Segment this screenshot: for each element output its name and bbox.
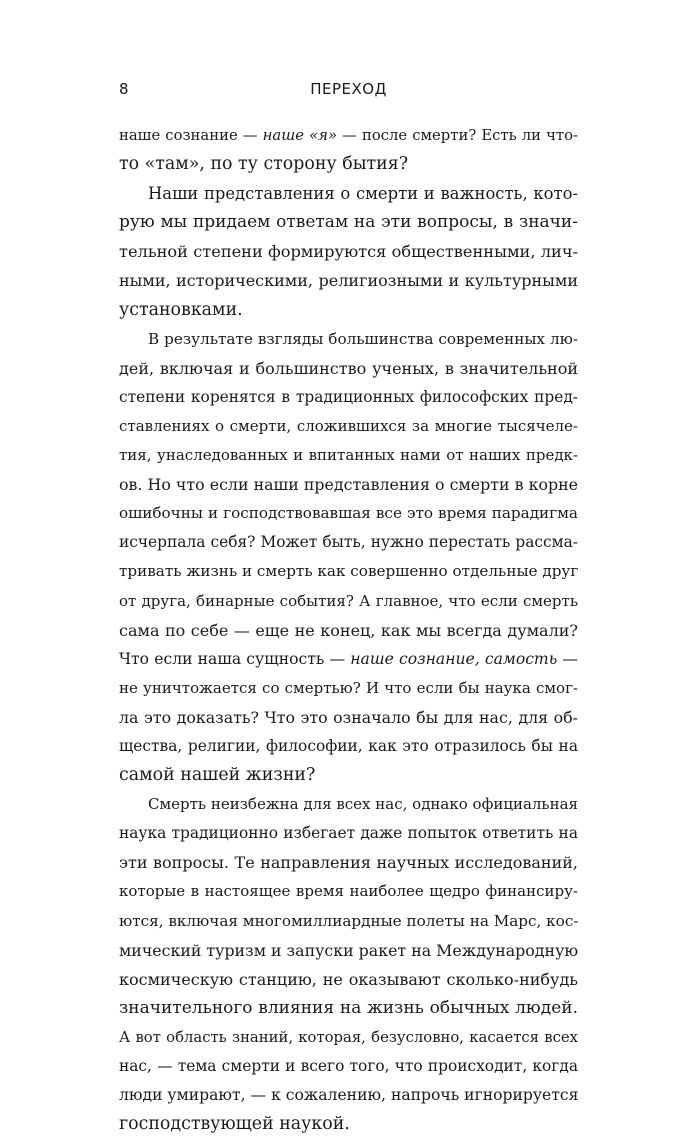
text-line: наше сознание — наше «я» — после смерти? Есть ли что- [119, 127, 578, 144]
text-line: дей, включая и большинство ученых, в значительной [119, 358, 578, 378]
text-line: Что если наша сущность — наше сознание, самость — [119, 649, 578, 668]
text-line: рую мы придаем ответам на эти вопросы, в значи- [119, 212, 578, 233]
text-line: от друга, бинарные события? А главное, что если смерть [119, 591, 578, 610]
text-line: сама по себе — еще не конец, как мы всегда думали? [119, 620, 578, 640]
text-line: ов. Но что если наши представления о смерти в корне [119, 475, 578, 495]
text-line: значительного влияния на жизнь обычных людей. [119, 997, 578, 1018]
italic-phrase: наше «я» [262, 127, 337, 144]
text-line: космическую станцию, не оказывают сколько-нибудь [119, 969, 578, 989]
text-line: нас, — тема смерти и всего того, что происходит, когда [119, 1057, 578, 1075]
text-line: люди умирают, — к сожалению, напрочь игнорируется [119, 1086, 579, 1105]
text-line: щества, религии, философии, как это отразилось бы на [119, 736, 578, 755]
text-line: А вот область знаний, которая, безусловно, касается всех [119, 1028, 578, 1046]
running-title: ПЕРЕХОД [310, 80, 387, 98]
text-line: тривать жизнь и смерть как совершенно отдельные друг [119, 562, 579, 581]
text-line: мический туризм и запуски ракет на Международную [119, 940, 579, 960]
text-line: самой нашей жизни? [119, 765, 316, 786]
text-line: ставлениях о смерти, сложившихся за многие тысячеле- [119, 416, 578, 435]
text-line: тельной степени формируются общественными, лич- [119, 242, 578, 262]
text-line: не уничтожается со смертью? И что если бы наука смог- [119, 678, 578, 697]
text-line: Наши представления о смерти и важность, кото- [148, 184, 578, 204]
text-line: наука традиционно избегает даже попыток ответить на [119, 824, 578, 843]
running-head [119, 80, 578, 104]
text-line: эти вопросы. Те направления научных исследований, [119, 853, 578, 873]
text-line: тия, унаследованных и впитанных нами от наших предк- [119, 446, 578, 465]
text-line: Смерть неизбежна для всех нас, однако официальная [148, 795, 578, 814]
text-line: исчерпала себя? Может быть, нужно перестать рассма- [119, 533, 578, 552]
page-number: 8 [119, 80, 130, 98]
text-line: ла это доказать? Что это означало бы для нас, для об- [119, 707, 578, 727]
text-line: ными, историческими, религиозными и культурными [119, 271, 578, 291]
text-line: В результате взгляды большинства современных лю- [148, 329, 578, 348]
text-line: то «там», по ту сторону бытия? [119, 154, 409, 175]
text-line: ются, включая многомиллиардные полеты на Марс, кос- [119, 911, 579, 930]
text-line: господствующей наукой. [119, 1114, 350, 1135]
italic-phrase: наше сознание, самость [350, 649, 558, 668]
text-line: установками. [119, 299, 243, 320]
text-line: степени коренятся в традиционных философских пред- [119, 387, 578, 406]
text-line: ошибочны и господствовавшая все это время парадигма [119, 504, 578, 523]
body-text [119, 121, 578, 1139]
text-line: которые в настоящее время наиболее щедро финансиру- [119, 882, 578, 901]
